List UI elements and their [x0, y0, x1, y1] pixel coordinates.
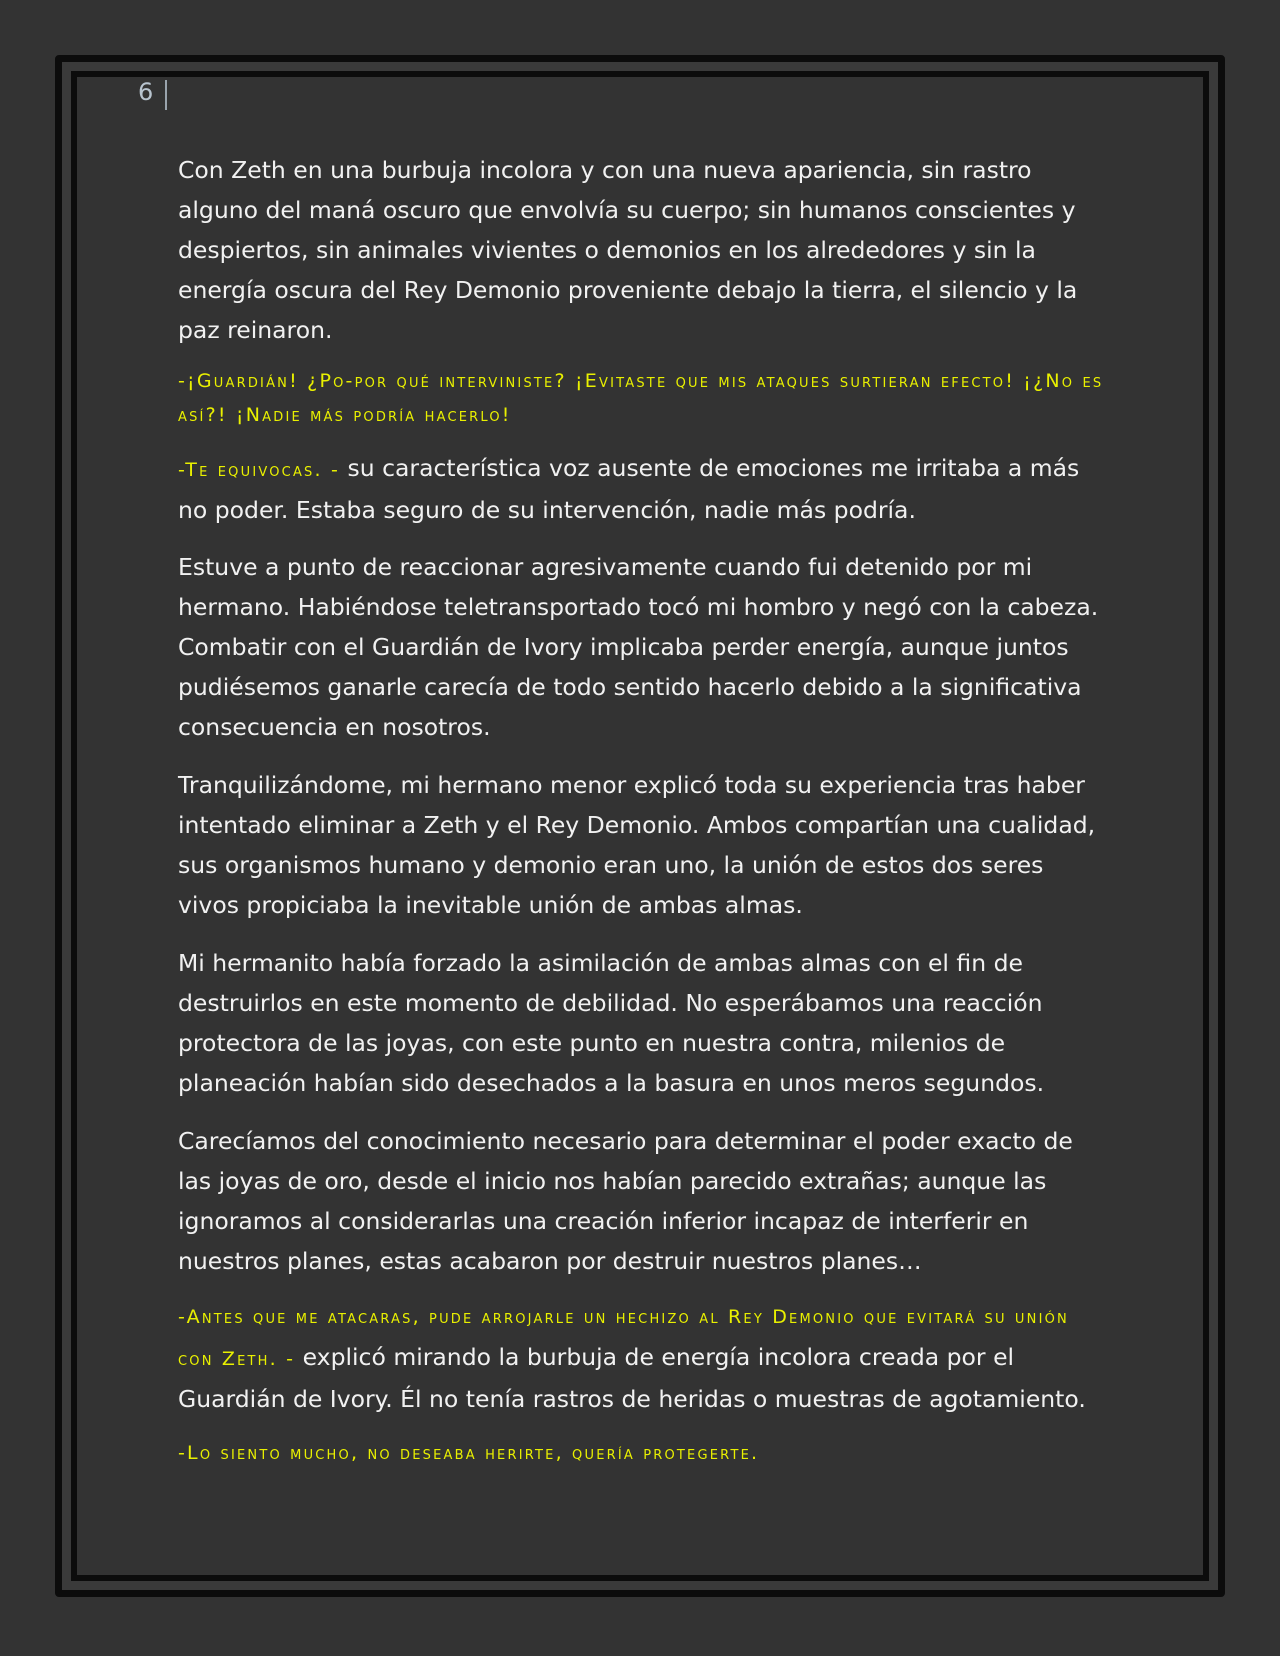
- narration-3: explicó mirando la burbuja de energía incolora creada por el Guardián de Ivory. Él no tenía rastros de heridas o muestras de agotamiento.: [178, 1343, 1086, 1413]
- paragraph-3: [178, 448, 1108, 530]
- paragraph-6: Mi hermanito había forzado la asimilación de ambas almas con el fin de destruirlos en este momento de debilidad. No esperábamos una reacción protectora de las joyas, con este punto en nuestra contra, milenios de planeación habían sido desechados a la basura en unos meros segundos.: [178, 949, 1045, 1097]
- page-number: 6: [138, 78, 154, 106]
- text-body: [178, 150, 1108, 1473]
- paragraph-5: Tranquilizándome, mi hermano menor explicó toda su experiencia tras haber intentado eliminar a Zeth y el Rey Demonio. Ambos compartían una cualidad, sus organismos humano y demonio eran uno, la unión de estos dos seres vivos propiciaba la inevitable unión de ambas almas.: [178, 771, 1096, 919]
- dialogue-1: -¡Guardián! ¿Po-por qué interviniste? ¡Evitaste que mis ataques surtieran efecto! ¡¿No es así?! ¡Nadie más podría hacerlo!: [178, 370, 1104, 426]
- dialogue-4: -Lo siento mucho, no deseaba herirte, quería protegerte.: [178, 1442, 760, 1464]
- dialogue-2: -Te equivocas. -: [178, 459, 341, 481]
- paragraph-1: Con Zeth en una burbuja incolora y con una nueva apariencia, sin rastro alguno del maná oscuro que envolvía su cuerpo; sin humanos conscientes y despiertos, sin animales vivientes o demonios en los alrededores y sin la energía oscura del Rey Demonio proveniente debajo la tierra, el silencio y la paz reinaron.: [178, 156, 1078, 344]
- narration-2: su característica voz ausente de emociones me irritaba a más no poder. Estaba seguro de su intervención, nadie más podría.: [178, 454, 1080, 524]
- paragraph-7: Carecíamos del conocimiento necesario para determinar el poder exacto de las joyas de oro, desde el inicio nos habían parecido extrañas; aunque las ignoramos al considerarlas una creación inferior incapaz de interferir en nuestros planes, estas acabaron por destruir nuestros planes…: [178, 1127, 1073, 1275]
- page-number-divider: [165, 80, 167, 110]
- paragraph-8: [178, 1295, 1108, 1419]
- dialogue-3: -Antes que me atacaras, pude arrojarle un hechizo al Rey Demonio que evitará su unión con Zeth. -: [178, 1306, 1069, 1370]
- paragraph-4: Estuve a punto de reaccionar agresivamente cuando fui detenido por mi hermano. Habiéndose teletransportado tocó mi hombro y negó con la cabeza. Combatir con el Guardián de Ivory implicaba perder energía, aunque juntos pudiésemos ganarle carecía de todo sentido hacerlo debido a la significativa consecuencia en nosotros.: [178, 553, 1099, 741]
